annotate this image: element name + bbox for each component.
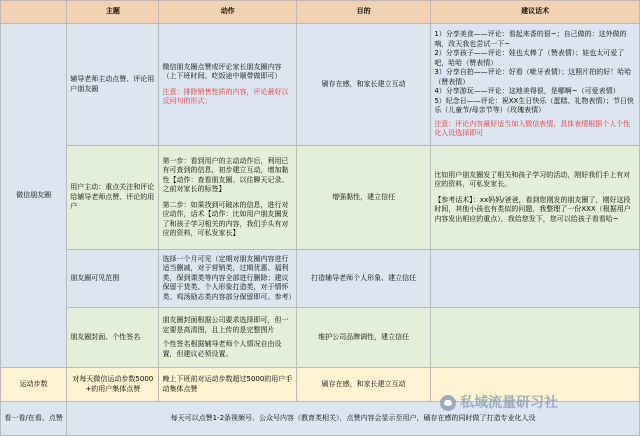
section-steps: 运动步数 xyxy=(1,368,67,402)
row5-goal: 刷存在感，和家长建立互动 xyxy=(296,368,430,402)
tip-line: 3）分享自拍——评论：好看（呲牙表情）；这照片拍的好！哈哈（赞表情） xyxy=(434,68,632,86)
row2-tips-script: 【参考话术】：xx妈妈/爸爸，看到您刚发的朋友圈了，刚好这段时间，其他小孩也有类似的问题，我整理了一份XXX（根据用户内容发出相应的重点），我给您发下，您可以给孩子看看哈~ xyxy=(434,195,631,223)
header-row xyxy=(1,1,640,24)
row2-tips-text: 比如用户朋友圈发了相关和孩子学习的活动，刚好我们手上有对应的资料，可私发家长。 xyxy=(434,170,631,189)
table-row xyxy=(1,308,640,368)
row4-theme: 朋友圈封面、个性签名 xyxy=(67,308,159,368)
header-action: 动作 xyxy=(159,1,296,24)
row4-tips xyxy=(431,308,640,368)
row4-goal: 维护公司品牌调性，建立信任 xyxy=(296,308,430,368)
row2-action-step1: 第一步：看到用户的主动动作后，利用已有可查到的信息，初步建立互动，增加黏性【动作：查看朋友圈、以往聊天记录、之前对家长的标签】 xyxy=(162,156,289,193)
row3-theme: 朋友圈可见范围 xyxy=(67,250,159,308)
row1-tips xyxy=(431,24,640,146)
tip-line: 2）分享孩子——评论：娃也太棒了（赞表情）；娃也太可爱了吧，哈哈（赞表情） xyxy=(434,49,625,67)
header-category xyxy=(1,1,67,24)
header-tips: 建议话术 xyxy=(431,1,640,24)
watermark-text: 私域流量研习社 xyxy=(460,395,558,411)
row6-text: 每天可以点赞1-2条视频号、公众号内容（教育类相关），点赞内容会显示至用户，刷存在感的同时做了打造专业化人设 xyxy=(67,402,640,436)
row3-goal: 打造辅导老师个人形象、建立信任 xyxy=(296,250,430,308)
row6-label: 看一看/在看、点赞 xyxy=(1,402,67,436)
row4-action-cover: 朋友圈封面根据公司要求选择即可，但一定要是高清图，且上传的是完整图片 xyxy=(162,316,289,334)
row1-action xyxy=(159,24,296,146)
row2-goal: 增强黏性，建立信任 xyxy=(296,146,430,250)
row2-action-step2: 第二步：如果找到可破冰的信息，进行对应动作，话术【动作：比如用户朋友圈发了和孩子学习相关的内容，我们手头有对应的资料，可私发家长】 xyxy=(162,200,289,237)
row1-theme: 辅导老师主动点赞、评论用户朋友圈 xyxy=(67,24,159,146)
row5-theme: 对每天微信运动步数5000+的用户集体点赞 xyxy=(67,368,159,402)
row1-tips-note: 注意：评论内容最好适当加入微信表情，具体表情根据个人个性化人设选择即可 xyxy=(434,119,631,138)
watermark xyxy=(440,392,558,412)
header-goal: 目的 xyxy=(296,1,430,24)
table-row xyxy=(1,24,640,146)
row1-action-note: 注意：排除销售性质的内容，评论最好以反问句的形式； xyxy=(162,87,289,105)
wechat-icon xyxy=(440,395,456,411)
row2-theme: 用户主动：重点关注和评论给辅导老师点赞、评论的用户 xyxy=(67,146,159,250)
tip-line: 5）纪念日——评论：祝XX生日快乐（蛋糕、礼物表情）；节日快乐（儿童节/母亲节等）（玫瑰表情） xyxy=(434,96,634,115)
row1-goal: 刷存在感，和家长建立互动 xyxy=(296,24,430,146)
table-row xyxy=(1,146,640,250)
table-row xyxy=(1,250,640,308)
row2-action xyxy=(159,146,296,250)
section-moments: 微信朋友圈 xyxy=(1,24,67,368)
row4-action xyxy=(159,308,296,368)
row5-action: 晚上下班前对运动步数超过5000的用户手动集体点赞 xyxy=(159,368,296,402)
row3-tips xyxy=(431,250,640,308)
tip-line: 4）分享游玩——评论：这地美得很，是哪啊~（可爱表情） xyxy=(434,87,620,96)
tip-line: 1）分享美食——评论：看起来香的很~；自己做的：这外做的响，改天我也尝试一下~ xyxy=(434,30,627,48)
header-theme: 主题 xyxy=(67,1,159,24)
row4-action-signature: 个性签名根据辅导老师个人情况自由设置，但建议必须设置。 xyxy=(162,340,282,358)
row1-action-text: 微信朋友圈点赞或评论家长朋友圈内容（上下班时间、吃饭途中顺带做即可） xyxy=(162,62,282,80)
row2-tips xyxy=(431,146,640,250)
row3-action: 选择一个月可见（定期对朋友圈内容进行适当删减，对于营销类，过期优惠、福利类，保到课类等内容全部进行删除；建议保留干货类、个人形象打造类，对于情怀类、鸡汤励志类内容部分保留即可。参考） xyxy=(159,250,296,308)
